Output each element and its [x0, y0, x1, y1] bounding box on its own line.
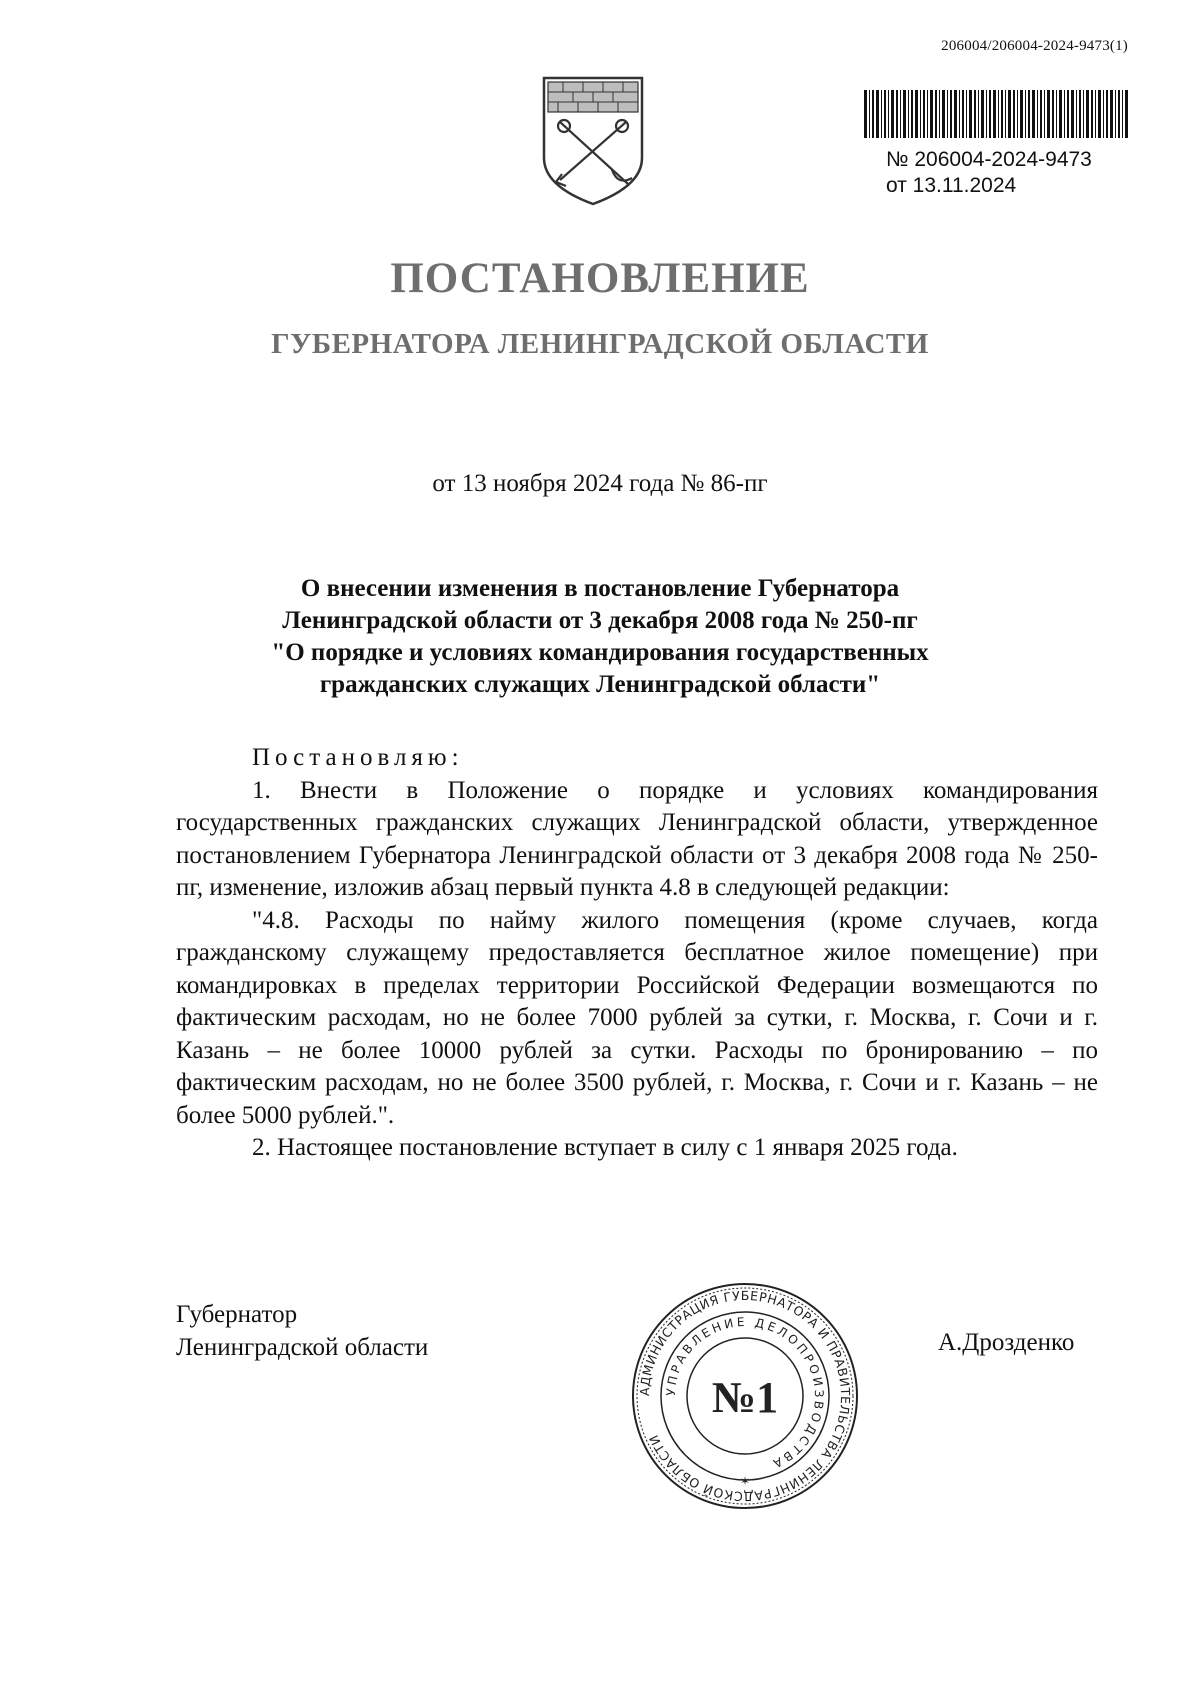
heading-line: Ленинградской области от 3 декабря 2008 года № 250-пг [282, 607, 918, 634]
signatory-position-line: Ленинградской области [176, 1334, 429, 1361]
seal-center-number: №1 [711, 1373, 779, 1422]
registration-number: № 206004-2024-9473 [886, 148, 1092, 171]
paragraph-2: 2. Настоящее постановление вступает в силу с 1 января 2025 года. [252, 1134, 958, 1161]
signatory-position [176, 1298, 428, 1364]
paragraph-1: 1. Внести в Положение о порядке и условиях командирования государственных гражданских служащих Ленинградской области, утвержденное постановлением Губернатора Ленинградской области от 3 декабря 2008 года № 250-пг, изменение, изложив абзац первый пункта 4.8 в следующей редакции: [176, 776, 1098, 901]
decree-body [176, 742, 1098, 1165]
decree-date-number: от 13 ноября 2024 года № 86-пг [432, 470, 768, 497]
document-title: ПОСТАНОВЛЕНИЕ [390, 255, 810, 302]
coat-of-arms-icon [538, 74, 648, 208]
decree-intro: Постановляю: [252, 744, 464, 771]
official-seal-icon [630, 1280, 860, 1512]
document-id: 206004/206004-2024-9473(1) [941, 38, 1128, 54]
heading-line: О внесении изменения в постановление Губернатора [300, 575, 900, 602]
decree-heading [200, 573, 1000, 701]
seal-inner-text: УПРАВЛЕНИЕ ДЕЛОПРОИЗВОДСТВА [663, 1314, 827, 1472]
barcode-icon [864, 90, 1128, 138]
svg-text:✶: ✶ [739, 1474, 751, 1488]
registration-date: от 13.11.2024 [886, 174, 1017, 197]
signatory-position-line: Губернатор [176, 1301, 298, 1328]
heading-line: гражданских служащих Ленинградской области" [319, 671, 881, 698]
paragraph-quoted: "4.8. Расходы по найму жилого помещения (кроме случаев, когда гражданскому служащему предоставляется бесплатное жилое помещение) при командировках в пределах территории Российской Федерации возмещаются по фактическим расходам, но не более 7000 рублей за сутки, г. Москва, г. Сочи и г. Казань – не более 10000 рублей за сутки. Расходы по бронированию – по фактическим расходам, но не более 3500 рублей, г. Москва, г. Сочи и г. Казань – не более 5000 рублей.". [176, 906, 1098, 1129]
signatory-name: А.Дрозденко [938, 1329, 1075, 1356]
document-subtitle: ГУБЕРНАТОРА ЛЕНИНГРАДСКОЙ ОБЛАСТИ [271, 328, 929, 360]
heading-line: "О порядке и условиях командирования государственных [271, 639, 929, 666]
seal-outer-text: АДМИНИСТРАЦИЯ ГУБЕРНАТОРА И ПРАВИТЕЛЬСТВА ЛЕНИНГРАДСКОЙ ОБЛАСТИ [636, 1287, 854, 1505]
